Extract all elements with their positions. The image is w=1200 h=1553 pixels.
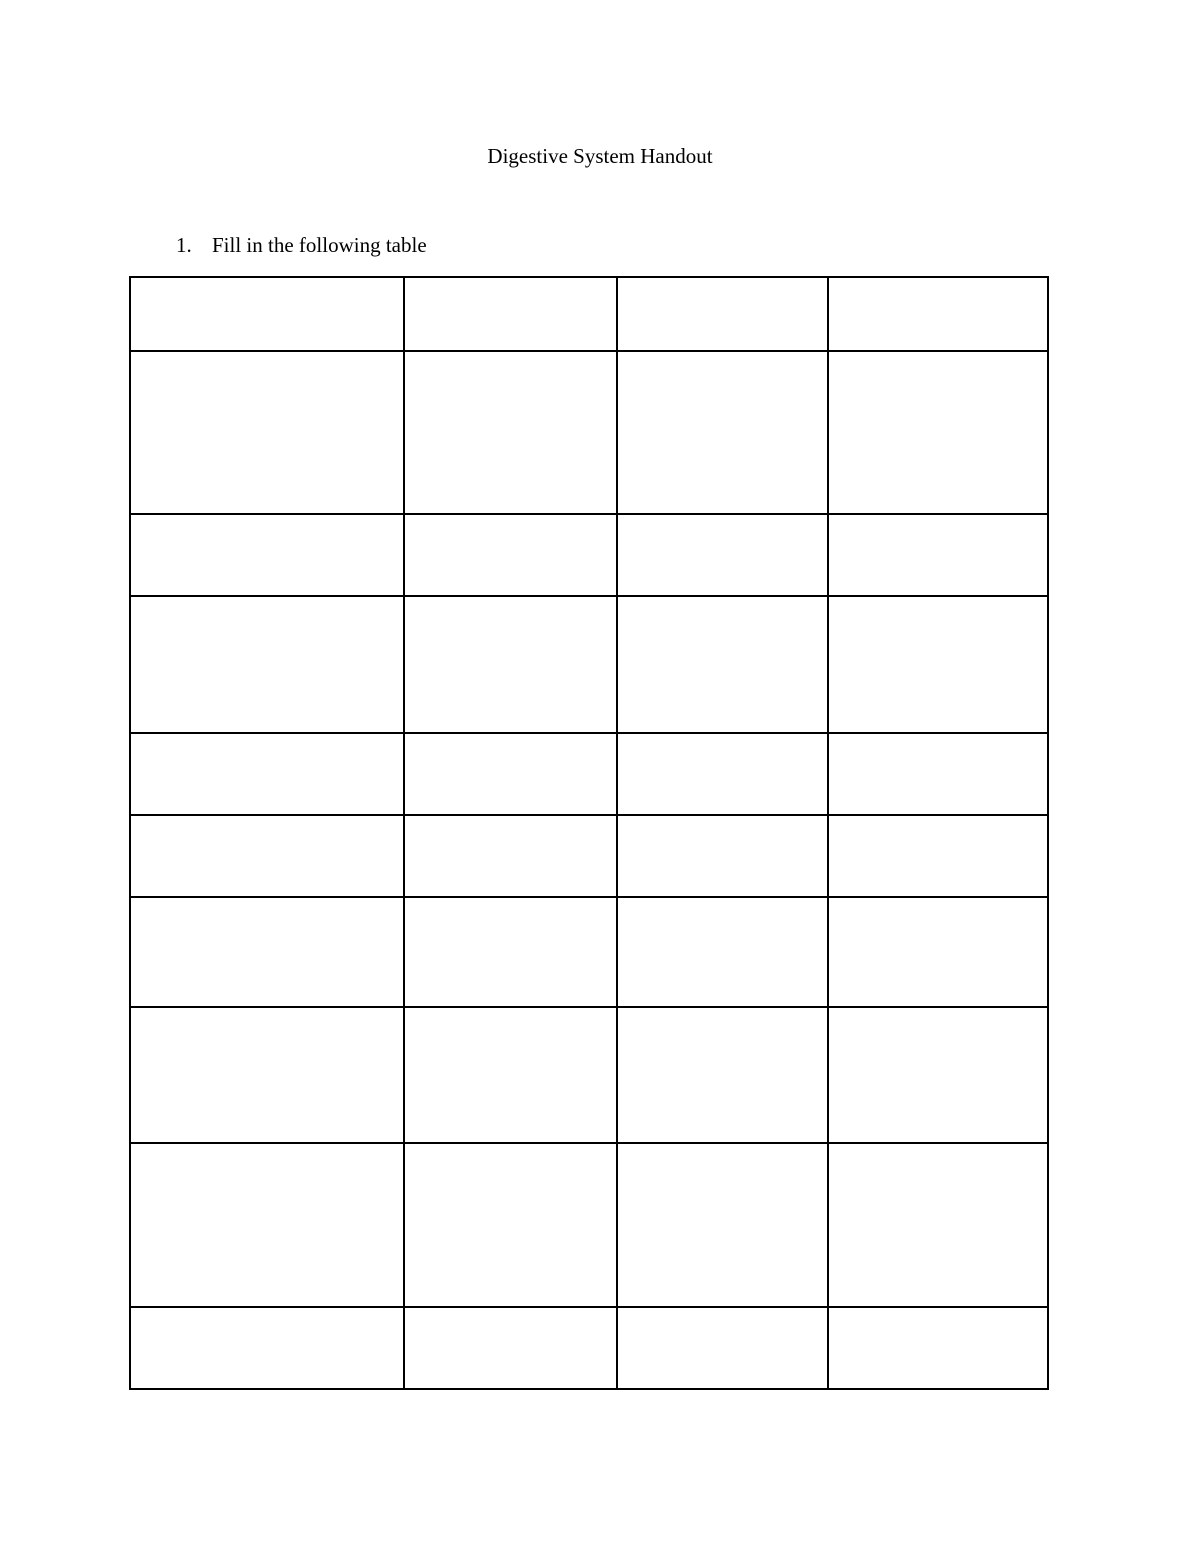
instruction-number: 1. [176,233,192,257]
table-row [130,1143,1048,1307]
function-cell [828,733,1048,815]
header-location-produced [404,277,617,351]
header-enzyme [130,277,404,351]
enzyme-name-cell [130,1307,404,1389]
location-produced-cell [404,351,617,514]
table-header-row [130,277,1048,351]
location-active-cell [617,1143,828,1307]
location-active-cell [617,815,828,897]
function-cell [828,897,1048,1007]
location-active-cell [617,351,828,514]
document-title: Digestive System Handout [487,144,713,168]
location-produced-cell [404,1143,617,1307]
location-produced-cell [404,596,617,733]
header-function [828,277,1048,351]
location-active-cell [617,514,828,596]
enzyme-name-cell [130,733,404,815]
enzyme-name-cell [130,897,404,1007]
function-cell [828,1307,1048,1389]
function-cell [828,1143,1048,1307]
location-active-cell [617,733,828,815]
function-cell [828,1007,1048,1143]
enzyme-name-cell [130,596,404,733]
location-produced-cell [404,1307,617,1389]
table-row [130,897,1048,1007]
location-produced-cell [404,897,617,1007]
table-row [130,733,1048,815]
location-active-cell [617,596,828,733]
table-row [130,351,1048,514]
function-cell [828,815,1048,897]
instruction-text: Fill in the following table [212,233,427,257]
function-cell [828,351,1048,514]
location-produced-cell [404,1007,617,1143]
instruction-item [176,231,427,259]
header-location-active [617,277,828,351]
function-cell [828,514,1048,596]
location-active-cell [617,1007,828,1143]
table-row [130,1307,1048,1389]
enzyme-name-cell [130,351,404,514]
enzyme-name-cell [130,815,404,897]
enzyme-table [129,276,1049,1390]
location-produced-cell [404,733,617,815]
location-active-cell [617,1307,828,1389]
location-active-cell [617,897,828,1007]
table-row [130,596,1048,733]
location-produced-cell [404,815,617,897]
table-row [130,514,1048,596]
location-produced-cell [404,514,617,596]
function-cell [828,596,1048,733]
table-row [130,815,1048,897]
enzyme-name-cell [130,514,404,596]
enzyme-name-cell [130,1007,404,1143]
enzyme-name-cell [130,1143,404,1307]
table-row [130,1007,1048,1143]
